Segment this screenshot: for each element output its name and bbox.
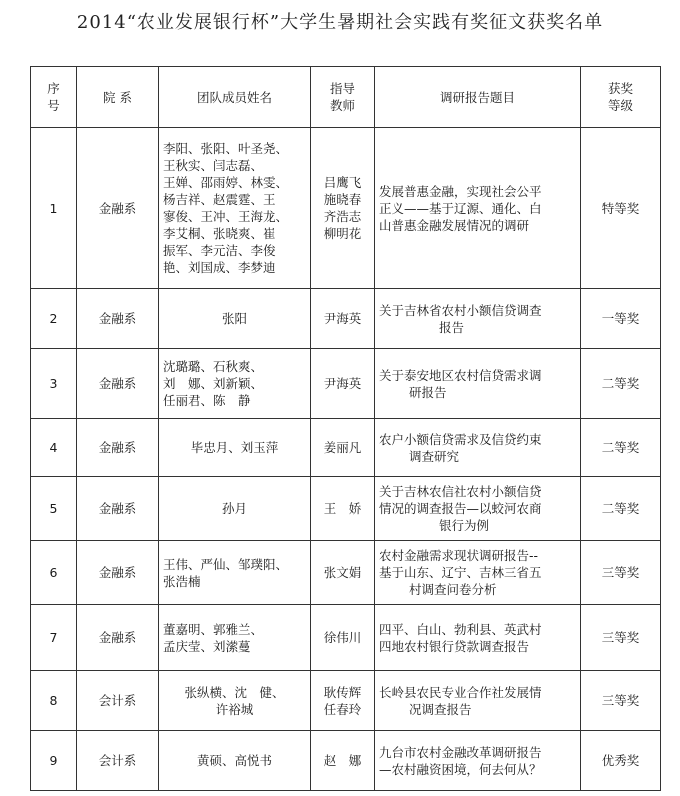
cell-text-line: 研报告 bbox=[409, 384, 447, 400]
cell-text-line: 刘 娜、刘新颖、 bbox=[163, 376, 264, 391]
cell-text-line: 关于吉林农信社农村小额信贷 bbox=[379, 484, 542, 499]
row-no: 7 bbox=[31, 605, 77, 671]
row-advisor bbox=[311, 671, 375, 731]
header-dept: 院 系 bbox=[77, 67, 159, 128]
cell-text-line: 尹海英 bbox=[323, 376, 362, 391]
row-members bbox=[159, 128, 311, 289]
cell-text-line: 情况的调查报告—以蛟河农商 bbox=[379, 501, 542, 516]
page-title: 2014“农业发展银行杯”大学生暑期社会实践有奖征文获奖名单 bbox=[76, 12, 604, 33]
row-dept: 会计系 bbox=[77, 671, 159, 731]
header-award bbox=[581, 67, 661, 128]
cell-text-line: 孙月 bbox=[221, 501, 247, 516]
cell-text-line: 许裕城 bbox=[215, 701, 254, 717]
header-advisor bbox=[311, 67, 375, 128]
table-row bbox=[31, 541, 661, 605]
cell-text-line: 任春玲 bbox=[323, 701, 362, 717]
row-members bbox=[159, 541, 311, 605]
row-dept: 金融系 bbox=[77, 289, 159, 349]
cell-text-line: 农户小额信贷需求及信贷约束 bbox=[379, 431, 542, 447]
cell-text-line: 号 bbox=[47, 98, 60, 113]
cell-text-line: 吕鹰飞 bbox=[323, 175, 362, 190]
row-award: 三等奖 bbox=[581, 605, 661, 671]
cell-text-line: 寥俊、王冲、王海龙、 bbox=[163, 209, 289, 224]
row-dept: 金融系 bbox=[77, 349, 159, 419]
row-topic bbox=[375, 289, 581, 349]
header-row bbox=[31, 67, 661, 128]
cell-text-line: 董嘉明、郭雅兰、 bbox=[163, 621, 264, 637]
row-advisor bbox=[311, 289, 375, 349]
cell-text-line: 李阳、张阳、叶圣尧、 bbox=[163, 141, 289, 156]
row-topic bbox=[375, 419, 581, 477]
row-topic bbox=[375, 605, 581, 671]
cell-text-line: 耿传辉 bbox=[323, 684, 362, 700]
cell-text-line: 张浩楠 bbox=[163, 573, 201, 589]
row-advisor bbox=[311, 477, 375, 541]
awards-table bbox=[30, 66, 661, 791]
row-topic bbox=[375, 477, 581, 541]
cell-text-line: 山普惠金融发展情况的调研 bbox=[379, 217, 530, 233]
cell-text-line: 教师 bbox=[329, 98, 355, 113]
row-advisor bbox=[311, 419, 375, 477]
row-advisor bbox=[311, 731, 375, 791]
row-award: 三等奖 bbox=[581, 671, 661, 731]
table-row bbox=[31, 419, 661, 477]
cell-text-line: 毕忠月、刘玉萍 bbox=[190, 440, 279, 455]
cell-text-line: 九台市农村金融改革调研报告 bbox=[379, 744, 542, 760]
row-award: 优秀奖 bbox=[581, 731, 661, 791]
cell-text-line: 况调查报告 bbox=[409, 701, 472, 717]
cell-text-line: 孟庆莹、刘潆蔓 bbox=[163, 638, 251, 654]
row-no: 6 bbox=[31, 541, 77, 605]
cell-text-line: 振军、李元洁、李俊 bbox=[163, 243, 276, 258]
cell-text-line: 四平、白山、勃利县、英武村 bbox=[379, 621, 542, 637]
row-topic bbox=[375, 731, 581, 791]
row-topic bbox=[375, 128, 581, 289]
cell-text-line: 徐伟川 bbox=[323, 630, 362, 645]
cell-text-line: 张文娟 bbox=[323, 565, 362, 580]
cell-text-line: 发展普惠金融，实现社会公平 bbox=[379, 183, 542, 199]
cell-text-line: 长岭县农民专业合作社发展情 bbox=[379, 684, 542, 700]
row-dept: 金融系 bbox=[77, 128, 159, 289]
cell-text-line: 银行为例 bbox=[439, 518, 490, 533]
cell-text-line: 王伟、严仙、邹璞阳、 bbox=[163, 556, 289, 572]
cell-text-line: 张阳 bbox=[221, 311, 247, 326]
cell-text-line: 等级 bbox=[607, 98, 633, 113]
cell-text-line: 施晓春 bbox=[323, 192, 362, 207]
table-row bbox=[31, 349, 661, 419]
header-topic: 调研报告题目 bbox=[375, 67, 581, 128]
table-row bbox=[31, 731, 661, 791]
table-row bbox=[31, 128, 661, 289]
cell-text-line: 柳明花 bbox=[323, 226, 362, 241]
row-members bbox=[159, 731, 311, 791]
cell-text-line: 指导 bbox=[329, 81, 355, 96]
row-no: 2 bbox=[31, 289, 77, 349]
cell-text-line: 正义——基于辽源、通化、白 bbox=[379, 200, 542, 216]
cell-text-line: 关于吉林省农村小额信贷调查 bbox=[379, 302, 542, 318]
row-advisor bbox=[311, 349, 375, 419]
cell-text-line: 序 bbox=[47, 81, 60, 96]
table-row bbox=[31, 671, 661, 731]
row-award: 二等奖 bbox=[581, 419, 661, 477]
cell-text-line: 齐浩志 bbox=[323, 209, 362, 224]
table-row bbox=[31, 605, 661, 671]
row-advisor bbox=[311, 128, 375, 289]
cell-text-line: 调查研究 bbox=[409, 448, 460, 464]
row-award: 二等奖 bbox=[581, 477, 661, 541]
cell-text-line: 杨吉祥、赵震霆、王 bbox=[163, 192, 276, 207]
row-no: 1 bbox=[31, 128, 77, 289]
cell-text-line: 王婵、邵雨婷、林雯、 bbox=[163, 175, 289, 190]
cell-text-line: 基于山东、辽宁、吉林三省五 bbox=[379, 565, 542, 580]
row-award: 三等奖 bbox=[581, 541, 661, 605]
cell-text-line: 赵 娜 bbox=[323, 753, 362, 768]
row-dept: 金融系 bbox=[77, 605, 159, 671]
table-row bbox=[31, 289, 661, 349]
cell-text-line: 沈璐璐、石秋爽、 bbox=[163, 359, 264, 374]
row-members bbox=[159, 477, 311, 541]
row-topic bbox=[375, 349, 581, 419]
row-members bbox=[159, 419, 311, 477]
row-award: 二等奖 bbox=[581, 349, 661, 419]
cell-text-line: 关于泰安地区农村信贷需求调 bbox=[379, 367, 542, 383]
cell-text-line: 王 娇 bbox=[323, 501, 362, 516]
cell-text-line: 任丽君、陈 静 bbox=[163, 393, 251, 408]
row-members bbox=[159, 349, 311, 419]
row-no: 4 bbox=[31, 419, 77, 477]
row-no: 9 bbox=[31, 731, 77, 791]
cell-text-line: 王秋实、闫志磊、 bbox=[163, 158, 264, 173]
row-members bbox=[159, 605, 311, 671]
row-members bbox=[159, 671, 311, 731]
row-topic bbox=[375, 541, 581, 605]
row-advisor bbox=[311, 605, 375, 671]
cell-text-line: 获奖 bbox=[607, 81, 633, 96]
cell-text-line: 张纵横、沈 健、 bbox=[184, 684, 285, 700]
cell-text-line: 艳、刘国成、李梦迪 bbox=[163, 260, 276, 275]
row-dept: 会计系 bbox=[77, 731, 159, 791]
row-topic bbox=[375, 671, 581, 731]
cell-text-line: 姜丽凡 bbox=[323, 440, 362, 455]
cell-text-line: —农村融资困境，何去何从？ bbox=[379, 761, 542, 777]
row-no: 5 bbox=[31, 477, 77, 541]
row-award: 特等奖 bbox=[581, 128, 661, 289]
header-members: 团队成员姓名 bbox=[159, 67, 311, 128]
cell-text-line: 尹海英 bbox=[323, 311, 362, 326]
cell-text-line: 四地农村银行贷款调查报告 bbox=[379, 638, 530, 654]
row-dept: 金融系 bbox=[77, 477, 159, 541]
cell-text-line: 黄硕、高悦书 bbox=[196, 753, 272, 768]
row-dept: 金融系 bbox=[77, 541, 159, 605]
row-advisor bbox=[311, 541, 375, 605]
cell-text-line: 农村金融需求现状调研报告-- bbox=[379, 548, 539, 563]
table-row bbox=[31, 477, 661, 541]
row-no: 8 bbox=[31, 671, 77, 731]
cell-text-line: 报告 bbox=[439, 319, 465, 335]
cell-text-line: 李艾桐、张晓爽、崔 bbox=[163, 226, 276, 241]
row-award: 一等奖 bbox=[581, 289, 661, 349]
header-no bbox=[31, 67, 77, 128]
cell-text-line: 村调查问卷分析 bbox=[409, 582, 497, 597]
row-no: 3 bbox=[31, 349, 77, 419]
row-members bbox=[159, 289, 311, 349]
row-dept: 金融系 bbox=[77, 419, 159, 477]
